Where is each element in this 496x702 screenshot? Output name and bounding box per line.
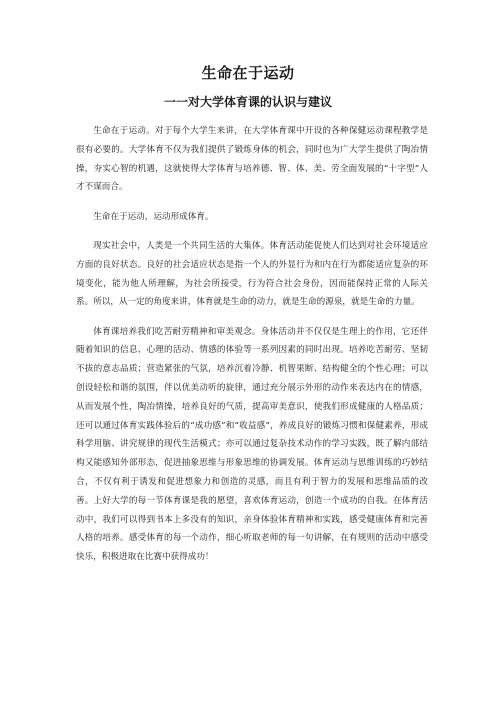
document-body (76, 122, 428, 578)
document-title: 生命在于运动 (201, 64, 295, 82)
paragraph-intro: 生命在于运动。对于每个大学生来讲，在大学体育课中开设的各种保健运动课程教学是很有必要的。大学体育不仅为我们提供了锻炼身体的机会，同时也为广大学生提供了陶冶情操，夯实心智的机遇，这就使得大学体育与培养德、智、体、美、劳全面发展的“十字型”人才不谋而合。 (76, 126, 428, 193)
paragraph-character: 体育课培养我们吃苦耐劳精神和审美观念。身体活动并不仅仅是生理上的作用，它还伴随着知识的信息、心理的活动、情感的体验等一系列因素的同时出现。培养吃苦耐劳、坚韧不拔的意志品质；营造紧张的气氛，培养沉着冷静、机智果断、结构健全的个性心理；可以创设轻松和谐的氛围，伴以优美动听的旋律，通过充分展示外形的动作来表达内在的情感，从而发展个性，陶冶情操，培养良好的气质，提高审美意识，使我们形成健康的人格品质；还可以通过体育实践体验后的“成功感”和“收益感”，养成良好的锻炼习惯和保健素养，形成科学用脑、讲究规律的现代生活模式；亦可以通过复杂技术动作的学习实践，既了解内部结构又能感知外部形态，促进抽象思维与形象思维的协调发展。体育运动与思维训练的巧妙结合，不仅有利于诱发和促进想象力和创造的灵感，而且有利于智力的发展和思维品质的改善。上好大学的每一节体育课是我的愿望，喜欢体育运动，创造一个成功的自我。在体育活动中，我们可以得到书本上多没有的知识，亲身体验体育精神和实践，感受健康体育和完善人格的培养。感受体育的每一个动作，细心听取老师的每一句讲解，在有规则的活动中感受快乐，积极进取在比赛中获得成功！ (76, 326, 428, 563)
document-subtitle: 一一对大学体育课的认识与建议 (163, 95, 332, 109)
paragraph-society: 现实社会中，人类是一个共同生活的大集体。体育活动能促使人们达到对社会环境适应方面的良好状态。良好的社会适应状态是指一个人的外显行为和内在行为都能适应复杂的环境变化，能为他人所理解，为社会所接受，行为符合社会身份，因而能保持正常的人际关系。所以，从一定的角度来讲，体育就是生命的动力，就是生命的源泉，就是生命的力量。 (76, 240, 428, 308)
paragraph-motto: 生命在于运动，运动形成体育。 (93, 211, 214, 222)
